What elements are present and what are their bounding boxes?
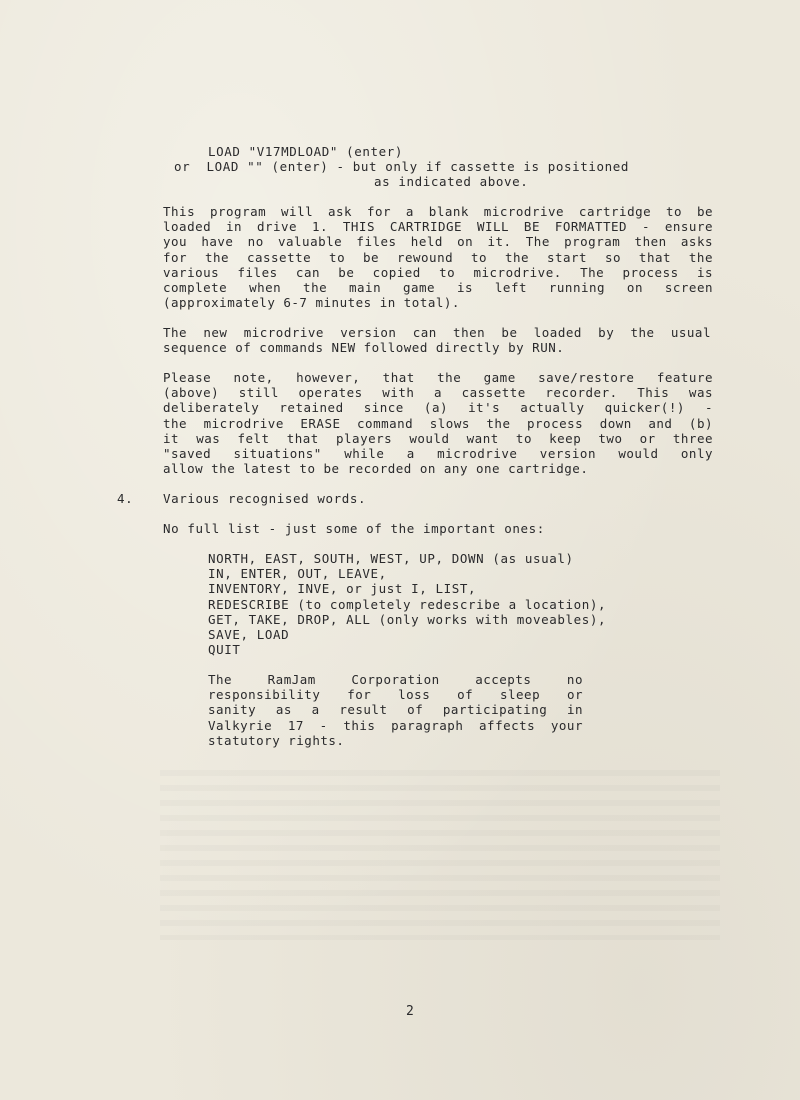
- load-command-line-2: or LOAD "" (enter) - but only if cassette is positioned: [174, 159, 630, 174]
- text-line: various files can be copied to microdrive. The process is: [163, 264, 713, 280]
- word-list-line: IN, ENTER, OUT, LEAVE,: [208, 566, 387, 581]
- page-number: 2: [406, 1004, 414, 1019]
- text-line: sequence of commands NEW followed directly by RUN.: [163, 340, 565, 356]
- text-line: allow the latest to be recorded on any one cartridge.: [163, 461, 589, 477]
- word-list-line: SAVE, LOAD: [208, 627, 290, 642]
- text-line: deliberately retained since (a) it's actually quicker(!) -: [163, 400, 713, 416]
- word-list-line: NORTH, EAST, SOUTH, WEST, UP, DOWN (as usual): [208, 551, 574, 566]
- word-list-line: REDESCRIBE (to completely redescribe a location),: [208, 597, 607, 612]
- text-line: you have no valuable files held on it. The program then asks: [163, 234, 713, 250]
- section-heading: Various recognised words.: [163, 491, 367, 506]
- show-through-texture: [160, 770, 720, 940]
- load-command-line-3: as indicated above.: [374, 174, 529, 189]
- section-number: 4.: [117, 491, 134, 506]
- paragraph-note: [163, 370, 713, 476]
- word-list-line: QUIT: [208, 642, 241, 657]
- disclaimer-paragraph: [208, 672, 583, 748]
- text-line: sanity as a result of participating in: [208, 702, 583, 718]
- text-line: The RamJam Corporation accepts no: [208, 672, 583, 687]
- text-line: "saved situations" while a microdrive version would only: [163, 446, 713, 462]
- section-intro: No full list - just some of the important ones:: [163, 521, 545, 536]
- word-list-line: GET, TAKE, DROP, ALL (only works with moveables),: [208, 612, 607, 627]
- text-line: Please note, however, that the game save/restore feature: [163, 370, 713, 385]
- load-command-line-1: LOAD "V17MDLOAD" (enter): [208, 144, 404, 159]
- text-line: it was felt that players would want to keep two or three: [163, 430, 713, 446]
- text-line: Valkyrie 17 - this paragraph affects your: [208, 717, 583, 733]
- text-line: This program will ask for a blank microdrive cartridge to be: [163, 204, 713, 219]
- text-line: for the cassette to be rewound to the start so that the: [163, 249, 713, 265]
- text-line: (approximately 6-7 minutes in total).: [163, 295, 460, 311]
- text-line: The new microdrive version can then be loaded by the usual: [163, 325, 711, 340]
- text-line: responsibility for loss of sleep or: [208, 687, 583, 703]
- text-line: loaded in drive 1. THIS CARTRIDGE WILL BE FORMATTED - ensure: [163, 219, 713, 235]
- text-line: (above) still operates with a cassette recorder. This was: [163, 385, 713, 401]
- word-list-line: INVENTORY, INVE, or just I, LIST,: [208, 581, 477, 596]
- text-line: complete when the main game is left running on screen: [163, 280, 713, 296]
- text-line: the microdrive ERASE command slows the process down and (b): [163, 415, 713, 431]
- text-line: statutory rights.: [208, 732, 345, 748]
- paragraph-new-version: [163, 325, 711, 355]
- paragraph-format: [163, 204, 713, 310]
